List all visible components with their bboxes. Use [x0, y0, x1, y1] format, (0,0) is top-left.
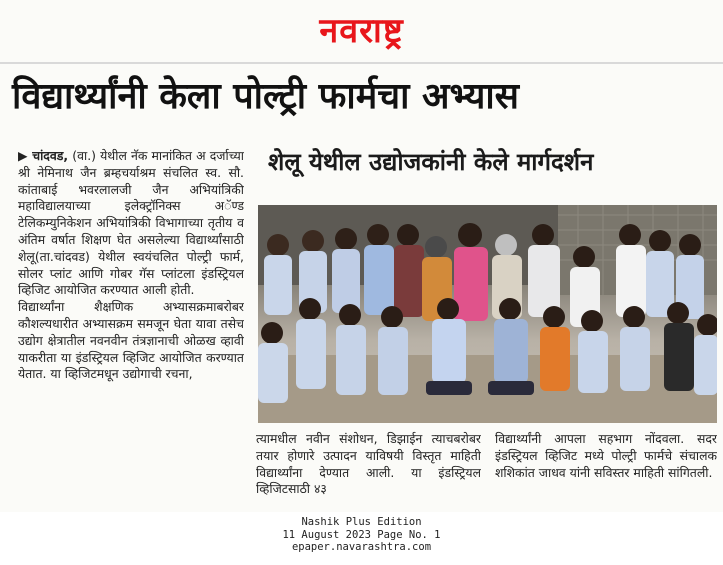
dateline-place: चांदवड,: [32, 148, 69, 163]
article-column-middle: त्यामधील नवीन संशोधन, डिझाईन त्याचबरोबर तयार होणारे उत्पादन याविषयी विस्तृत माहिती विद्यार्थ्यांना देण्यात आली. या इंडस्ट्रियल व्हिजिटसाठी ४३: [256, 431, 481, 497]
bullet-marker: ▶: [18, 148, 33, 163]
article-column-right: विद्यार्थ्यांनी आपला सहभाग नोंदवला. सदर इंडस्ट्रियल व्हिजिट मध्ये पोल्ट्री फार्मचे संचालक शशिकांत जाधव यांनी सविस्तर माहिती सांगितली.: [495, 431, 717, 480]
article-paragraph-1: [18, 148, 244, 299]
masthead-divider: [0, 62, 723, 64]
group-photo: [258, 205, 717, 423]
edition-website: epaper.navarashtra.com: [291, 541, 432, 553]
paragraph-1-text: येथील नॅक मानांकित अ दर्जाच्या श्री नेमिनाथ जैन ब्रम्हचर्याश्रम संचलित स्व. सौ. कांताबाई भवरलालजी जैन अभियांत्रिकी महाविद्यालयाच्या इलेक्ट्रॉनिक्स अॅण्ड टेलिकम्युनिकेशन अभियांत्रिकी विभागाच्या तृतीय व अंतिम वर्षात शिक्षण घेत असलेल्या विद्यार्थ्यांसाठी शेलू(ता.चांदवड) येथील स्वयंचलित पोल्ट्री फार्म, सोलर प्लांट आणि गोबर गॅस प्लांटला इंडस्ट्रियल व्हिजिट आयोजित करण्यात आली होती.: [18, 148, 244, 298]
group-photo-illustration: [258, 205, 717, 423]
dateline-source: (वा.): [72, 148, 96, 163]
article-headline: विद्यार्थ्यांनी केला पोल्ट्री फार्मचा अभ्यास: [12, 76, 520, 117]
article-column-left: [18, 148, 244, 510]
masthead-logo: नवराष्ट्र: [319, 11, 404, 51]
edition-date-page: 11 August 2023 Page No. 1: [282, 528, 441, 541]
edition-name: Nashik Plus Edition: [301, 516, 422, 528]
edition-footer: [0, 516, 723, 554]
article-subheadline: शेलू येथील उद्योजकांनी केले मार्गदर्शन: [268, 148, 594, 176]
article-paragraph-2: विद्यार्थ्यांना शैक्षणिक अभ्यासक्रमाबरोबर कौशल्यधारीत अभ्यासक्रम समजून घेता यावा तसेच उद्योग क्षेत्रातील नवनवीन तंत्रज्ञानाची ओळख व्हावी याकरीता या इंडस्ट्रियल व्हिजिट आयोजित करण्यात येतात. या व्हिजिटमधून उद्योगाची रचना,: [18, 299, 244, 382]
